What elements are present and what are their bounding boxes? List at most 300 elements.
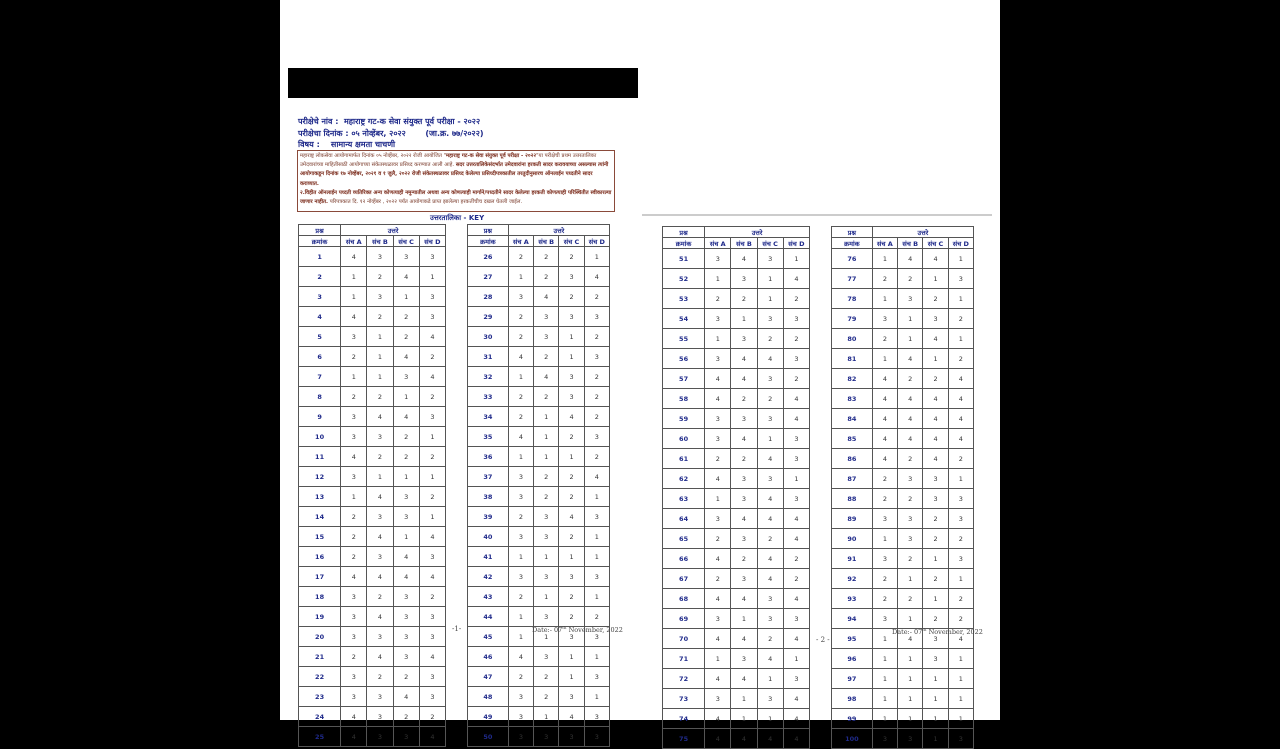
- answer-cell: 4: [783, 729, 809, 749]
- question-number: 91: [832, 549, 873, 569]
- answer-cell: 4: [783, 389, 809, 409]
- answer-cell: 2: [923, 509, 948, 529]
- answer-cell: 3: [872, 309, 897, 329]
- answer-cell: 3: [757, 249, 783, 269]
- answer-cell: 2: [393, 307, 419, 327]
- table-row: [299, 627, 446, 647]
- answer-cell: 1: [534, 407, 559, 427]
- answer-cell: 4: [948, 409, 973, 429]
- question-number: 49: [468, 707, 509, 727]
- answer-cell: 1: [948, 689, 973, 709]
- answer-cell: 4: [341, 447, 367, 467]
- answer-cell: 3: [783, 429, 809, 449]
- answer-cell: 1: [393, 387, 419, 407]
- set-header: संच A: [508, 236, 533, 247]
- answer-cell: 4: [898, 429, 923, 449]
- answer-cell: 3: [393, 727, 419, 747]
- question-number: 29: [468, 307, 509, 327]
- question-number: 40: [468, 527, 509, 547]
- answer-cell: 4: [534, 367, 559, 387]
- question-number: 72: [663, 669, 705, 689]
- answer-cell: 3: [783, 309, 809, 329]
- table-row: [832, 709, 974, 729]
- question-header: प्रश्न: [832, 227, 873, 238]
- answer-cell: 4: [367, 527, 393, 547]
- answer-cell: 3: [508, 467, 533, 487]
- answer-cell: 3: [393, 247, 419, 267]
- question-number: 66: [663, 549, 705, 569]
- answer-cell: 3: [367, 707, 393, 727]
- answer-cell: 3: [341, 627, 367, 647]
- answer-cell: 4: [559, 707, 584, 727]
- answer-cell: 3: [534, 527, 559, 547]
- answer-cell: 1: [757, 269, 783, 289]
- answer-cell: 4: [508, 427, 533, 447]
- answer-cell: 3: [898, 469, 923, 489]
- answer-cell: 2: [534, 247, 559, 267]
- answer-cell: 4: [705, 549, 731, 569]
- table-row: [299, 467, 446, 487]
- table-row: [468, 387, 610, 407]
- answer-cell: 3: [508, 287, 533, 307]
- answer-cell: 1: [584, 487, 609, 507]
- question-number: 57: [663, 369, 705, 389]
- answer-cell: 2: [367, 587, 393, 607]
- answer-cell: 1: [923, 669, 948, 689]
- table-row: [468, 247, 610, 267]
- set-header: संच C: [757, 238, 783, 249]
- answer-cell: 1: [757, 429, 783, 449]
- table-row: [663, 309, 810, 329]
- answer-cell: 4: [757, 569, 783, 589]
- answer-cell: 2: [948, 309, 973, 329]
- answer-cell: 1: [534, 627, 559, 647]
- answer-cell: 1: [419, 427, 445, 447]
- answer-cell: 4: [757, 509, 783, 529]
- answer-cell: 1: [872, 249, 897, 269]
- answer-cell: 1: [872, 349, 897, 369]
- answer-cell: 2: [872, 269, 897, 289]
- table-row: [468, 547, 610, 567]
- table-row: [299, 487, 446, 507]
- question-number: 44: [468, 607, 509, 627]
- answer-cell: 4: [731, 729, 757, 749]
- exam-name-line: [298, 116, 480, 127]
- table-row: [299, 407, 446, 427]
- answer-cell: 3: [584, 347, 609, 367]
- answer-cell: 1: [731, 309, 757, 329]
- answer-cell: 1: [393, 287, 419, 307]
- question-number: 64: [663, 509, 705, 529]
- answer-cell: 4: [705, 729, 731, 749]
- answer-cell: 2: [508, 507, 533, 527]
- answer-cell: 2: [534, 667, 559, 687]
- question-number: 23: [299, 687, 341, 707]
- table-row: [299, 247, 446, 267]
- notice-point-2: २.विहीत ऑनलाईन पध्दती व्यतिरिक्त अन्य कोणत्याही नमुन्यातील अथवा अन्य कोणत्याही मार्गाने/पध्दतीने सादर केलेल्या हरकती कोणत्याही परिस्थितीत स्वीकारल्या जाणार नाहीत.: [300, 189, 612, 206]
- answer-cell: 3: [559, 367, 584, 387]
- answer-cell: 3: [584, 567, 609, 587]
- exam-name-label: परीक्षेचे नांव :: [298, 117, 339, 126]
- question-number: 36: [468, 447, 509, 467]
- question-number: 61: [663, 449, 705, 469]
- table-row: [299, 287, 446, 307]
- question-number: 100: [832, 729, 873, 749]
- answer-cell: 1: [872, 689, 897, 709]
- answer-cell: 3: [419, 667, 445, 687]
- table-row: [663, 729, 810, 749]
- answer-cell: 3: [559, 567, 584, 587]
- answer-cell: 4: [923, 449, 948, 469]
- table-row: [663, 429, 810, 449]
- answer-cell: 1: [705, 269, 731, 289]
- answer-cell: 1: [534, 427, 559, 447]
- table-row: [468, 427, 610, 447]
- table-row: [468, 347, 610, 367]
- answer-cell: 1: [559, 347, 584, 367]
- answer-cell: 4: [923, 249, 948, 269]
- answer-cell: 1: [534, 447, 559, 467]
- exam-name: महाराष्ट्र गट-क सेवा संयुक्त पूर्व परीक्षा - २०२२: [344, 117, 481, 126]
- answer-cell: 4: [731, 249, 757, 269]
- answer-cell: 2: [367, 387, 393, 407]
- answer-cell: 3: [872, 729, 897, 749]
- answer-cell: 1: [783, 649, 809, 669]
- answer-cell: 1: [584, 547, 609, 567]
- answer-cell: 2: [923, 529, 948, 549]
- answer-cell: 3: [367, 427, 393, 447]
- answer-cell: 1: [705, 649, 731, 669]
- table-row: [663, 249, 810, 269]
- table-row: [663, 389, 810, 409]
- answer-cell: 4: [367, 607, 393, 627]
- answer-cell: 3: [341, 407, 367, 427]
- answer-cell: 4: [757, 449, 783, 469]
- answer-cell: 4: [419, 367, 445, 387]
- answer-cell: 4: [534, 287, 559, 307]
- table-row: [299, 587, 446, 607]
- answer-cell: 4: [783, 589, 809, 609]
- answer-cell: 1: [584, 647, 609, 667]
- table-row: [299, 707, 446, 727]
- answer-cell: 3: [757, 689, 783, 709]
- answer-cell: 1: [898, 569, 923, 589]
- question-number: 42: [468, 567, 509, 587]
- answer-cell: 4: [705, 629, 731, 649]
- answer-cell: 3: [419, 547, 445, 567]
- table-row: [832, 469, 974, 489]
- answer-cell: 2: [584, 447, 609, 467]
- answer-cell: 1: [341, 267, 367, 287]
- answer-cell: 2: [948, 589, 973, 609]
- answer-cell: 1: [534, 707, 559, 727]
- answer-cell: 4: [898, 629, 923, 649]
- answer-cell: 1: [898, 329, 923, 349]
- question-number: 1: [299, 247, 341, 267]
- answer-cell: 2: [898, 449, 923, 469]
- answer-cell: 3: [559, 727, 584, 747]
- answer-cell: 4: [393, 567, 419, 587]
- table-row: [299, 347, 446, 367]
- question-number: 70: [663, 629, 705, 649]
- answer-cell: 3: [341, 607, 367, 627]
- notice-objection-text: सदर उत्तरतालिकेसंदर्भात उमेदवारांना हरकती सादर करावयाच्या असल्यास त्यांनी आयोगाकडून दिनांक १७ नोव्हेंबर, २०२१ व १ जुलै, २०२२ रोजी संकेतस्थळावर प्रसिध्द केलेल्या प्रसिध्दीपत्रकातील तरतुदीनुसारच ऑनलाईन पध्दतीने सादर कराव्यात.: [300, 162, 609, 187]
- answer-cell: 4: [898, 349, 923, 369]
- page-divider: [642, 214, 992, 216]
- answer-cell: 2: [341, 547, 367, 567]
- table-row: [663, 709, 810, 729]
- table-row: [663, 489, 810, 509]
- answer-cell: 4: [731, 629, 757, 649]
- key-title: उत्तरतालिका - KEY: [430, 214, 485, 222]
- question-number: 20: [299, 627, 341, 647]
- answer-cell: 3: [584, 707, 609, 727]
- answer-cell: 3: [731, 649, 757, 669]
- question-number: 45: [468, 627, 509, 647]
- question-number: 34: [468, 407, 509, 427]
- set-header: संच A: [872, 238, 897, 249]
- answer-cell: 4: [783, 529, 809, 549]
- answer-cell: 2: [341, 387, 367, 407]
- table-row: [468, 667, 610, 687]
- answer-cell: 1: [559, 647, 584, 667]
- answer-cell: 2: [534, 687, 559, 707]
- answer-cell: 4: [341, 247, 367, 267]
- answer-cell: 3: [508, 487, 533, 507]
- answer-cell: 3: [419, 307, 445, 327]
- answer-cell: 4: [705, 469, 731, 489]
- table-row: [832, 449, 974, 469]
- answer-cell: 3: [757, 309, 783, 329]
- answer-cell: 2: [923, 609, 948, 629]
- answer-cell: 3: [731, 489, 757, 509]
- answer-cell: 2: [534, 387, 559, 407]
- question-number: 71: [663, 649, 705, 669]
- answer-cell: 2: [757, 629, 783, 649]
- answer-cell: 1: [584, 587, 609, 607]
- table-row: [663, 449, 810, 469]
- answer-cell: 2: [898, 589, 923, 609]
- answer-cell: 4: [419, 647, 445, 667]
- subject-line: [298, 139, 395, 150]
- question-number: 14: [299, 507, 341, 527]
- answer-cell: 1: [898, 649, 923, 669]
- answer-cell: 2: [872, 489, 897, 509]
- table-row: [299, 727, 446, 747]
- answer-cell: 3: [393, 607, 419, 627]
- question-number: 90: [832, 529, 873, 549]
- set-header: संच B: [898, 238, 923, 249]
- answer-cell: 1: [923, 729, 948, 749]
- answer-cell: 3: [783, 489, 809, 509]
- question-number: 32: [468, 367, 509, 387]
- answer-cell: 2: [923, 569, 948, 589]
- answer-cell: 3: [419, 407, 445, 427]
- table-row: [468, 567, 610, 587]
- answer-cell: 2: [731, 449, 757, 469]
- answer-cell: 1: [872, 649, 897, 669]
- question-number: 69: [663, 609, 705, 629]
- set-header: संच D: [948, 238, 973, 249]
- answer-cell: 1: [534, 587, 559, 607]
- question-number: 2: [299, 267, 341, 287]
- answer-cell: 2: [508, 667, 533, 687]
- answer-cell: 3: [705, 609, 731, 629]
- table-row: [832, 389, 974, 409]
- question-number: 33: [468, 387, 509, 407]
- question-number: 75: [663, 729, 705, 749]
- answer-cell: 4: [341, 727, 367, 747]
- answer-cell: 2: [534, 467, 559, 487]
- answer-cell: 2: [584, 287, 609, 307]
- redacted-banner: [288, 68, 638, 98]
- answer-cell: 2: [367, 307, 393, 327]
- set-header: संच B: [367, 236, 393, 247]
- set-header: संच A: [705, 238, 731, 249]
- answer-cell: 4: [948, 429, 973, 449]
- answer-cell: 4: [898, 409, 923, 429]
- answer-cell: 4: [757, 349, 783, 369]
- table-row: [832, 349, 974, 369]
- answer-cell: 1: [559, 447, 584, 467]
- question-number: 96: [832, 649, 873, 669]
- answer-cell: 3: [923, 469, 948, 489]
- table-row: [468, 647, 610, 667]
- table-row: [663, 529, 810, 549]
- table-row: [299, 667, 446, 687]
- answer-cell: 3: [948, 489, 973, 509]
- table-row: [299, 527, 446, 547]
- table-row: [299, 687, 446, 707]
- question-number: 88: [832, 489, 873, 509]
- answer-cell: 4: [393, 687, 419, 707]
- answer-cell: 1: [559, 327, 584, 347]
- answer-cell: 3: [508, 727, 533, 747]
- answer-cell: 1: [584, 527, 609, 547]
- table-row: [832, 249, 974, 269]
- question-number: 16: [299, 547, 341, 567]
- table-row: [299, 607, 446, 627]
- answer-cell: 3: [731, 329, 757, 349]
- answer-cell: 3: [393, 587, 419, 607]
- answer-cell: 4: [705, 589, 731, 609]
- answer-cell: 1: [559, 667, 584, 687]
- answer-cell: 3: [534, 607, 559, 627]
- answer-cell: 3: [783, 609, 809, 629]
- question-number-header: क्रमांक: [468, 236, 509, 247]
- answer-cell: 3: [872, 509, 897, 529]
- answer-cell: 1: [341, 487, 367, 507]
- question-number: 65: [663, 529, 705, 549]
- answer-cell: 4: [584, 267, 609, 287]
- answer-cell: 3: [559, 307, 584, 327]
- table-row: [663, 589, 810, 609]
- answer-cell: 3: [393, 647, 419, 667]
- set-header: संच B: [731, 238, 757, 249]
- answer-cell: 4: [872, 409, 897, 429]
- question-number: 22: [299, 667, 341, 687]
- answer-cell: 2: [559, 467, 584, 487]
- question-number: 31: [468, 347, 509, 367]
- question-number: 99: [832, 709, 873, 729]
- table-row: [468, 727, 610, 747]
- answer-cell: 1: [367, 367, 393, 387]
- answer-cell: 1: [731, 689, 757, 709]
- answer-cell: 2: [898, 269, 923, 289]
- answer-cell: 2: [508, 587, 533, 607]
- table-row: [832, 569, 974, 589]
- answer-cell: 2: [923, 289, 948, 309]
- notice-deadline: परिपत्रकात दि. १२ नोव्हेंबर , २०२२ पर्यंत आयोगाकडे प्राप्त झालेल्या हरकतींचीच दखल घेतली जाईल.: [329, 199, 523, 206]
- answer-cell: 1: [783, 249, 809, 269]
- answer-cell: 1: [948, 249, 973, 269]
- table-row: [663, 269, 810, 289]
- answer-cell: 4: [731, 669, 757, 689]
- answer-cell: 4: [783, 269, 809, 289]
- table-row: [468, 587, 610, 607]
- answer-cell: 4: [367, 407, 393, 427]
- answer-cell: 4: [872, 389, 897, 409]
- answer-cell: 3: [341, 667, 367, 687]
- answer-cell: 2: [393, 667, 419, 687]
- date-suffix: th: [922, 627, 927, 632]
- table-row: [299, 547, 446, 567]
- answer-cell: 1: [923, 689, 948, 709]
- question-number: 86: [832, 449, 873, 469]
- answer-cell: 1: [419, 507, 445, 527]
- question-number: 59: [663, 409, 705, 429]
- table-row: [832, 509, 974, 529]
- answer-cell: 3: [731, 269, 757, 289]
- table-row: [832, 429, 974, 449]
- answer-cell: 2: [705, 289, 731, 309]
- table-row: [663, 289, 810, 309]
- answer-cell: 4: [757, 489, 783, 509]
- answer-cell: 2: [559, 287, 584, 307]
- answer-cell: 3: [923, 649, 948, 669]
- answer-cell: 2: [948, 449, 973, 469]
- answer-cell: 3: [923, 489, 948, 509]
- question-number: 19: [299, 607, 341, 627]
- set-header: संच C: [923, 238, 948, 249]
- answer-cell: 2: [393, 447, 419, 467]
- answer-cell: 1: [341, 367, 367, 387]
- answer-cell: 3: [341, 687, 367, 707]
- answer-cell: 2: [705, 449, 731, 469]
- answer-cell: 1: [508, 267, 533, 287]
- answer-cell: 3: [948, 729, 973, 749]
- set-header: संच C: [559, 236, 584, 247]
- answer-cell: 2: [872, 469, 897, 489]
- answer-cell: 1: [923, 549, 948, 569]
- question-number: 55: [663, 329, 705, 349]
- answer-cell: 1: [948, 289, 973, 309]
- notice-text: "या परीक्षेची प्रथम उत्तरतालिका उमेदवारांच्या माहितीसाठी आयोगाच्या संकेतस्थळावर प्रसिध्द करण्यात आली आहे.: [300, 153, 597, 169]
- table-row: [832, 609, 974, 629]
- answer-cell: 2: [419, 387, 445, 407]
- question-number: 79: [832, 309, 873, 329]
- page-number-1: -1-: [452, 625, 462, 633]
- answer-cell: 4: [419, 327, 445, 347]
- answer-cell: 1: [872, 669, 897, 689]
- table-row: [299, 387, 446, 407]
- question-number: 94: [832, 609, 873, 629]
- table-row: [663, 549, 810, 569]
- answer-cell: 2: [731, 389, 757, 409]
- answer-cell: 2: [559, 487, 584, 507]
- table-row: [832, 309, 974, 329]
- answers-header: उत्तरे: [341, 225, 446, 236]
